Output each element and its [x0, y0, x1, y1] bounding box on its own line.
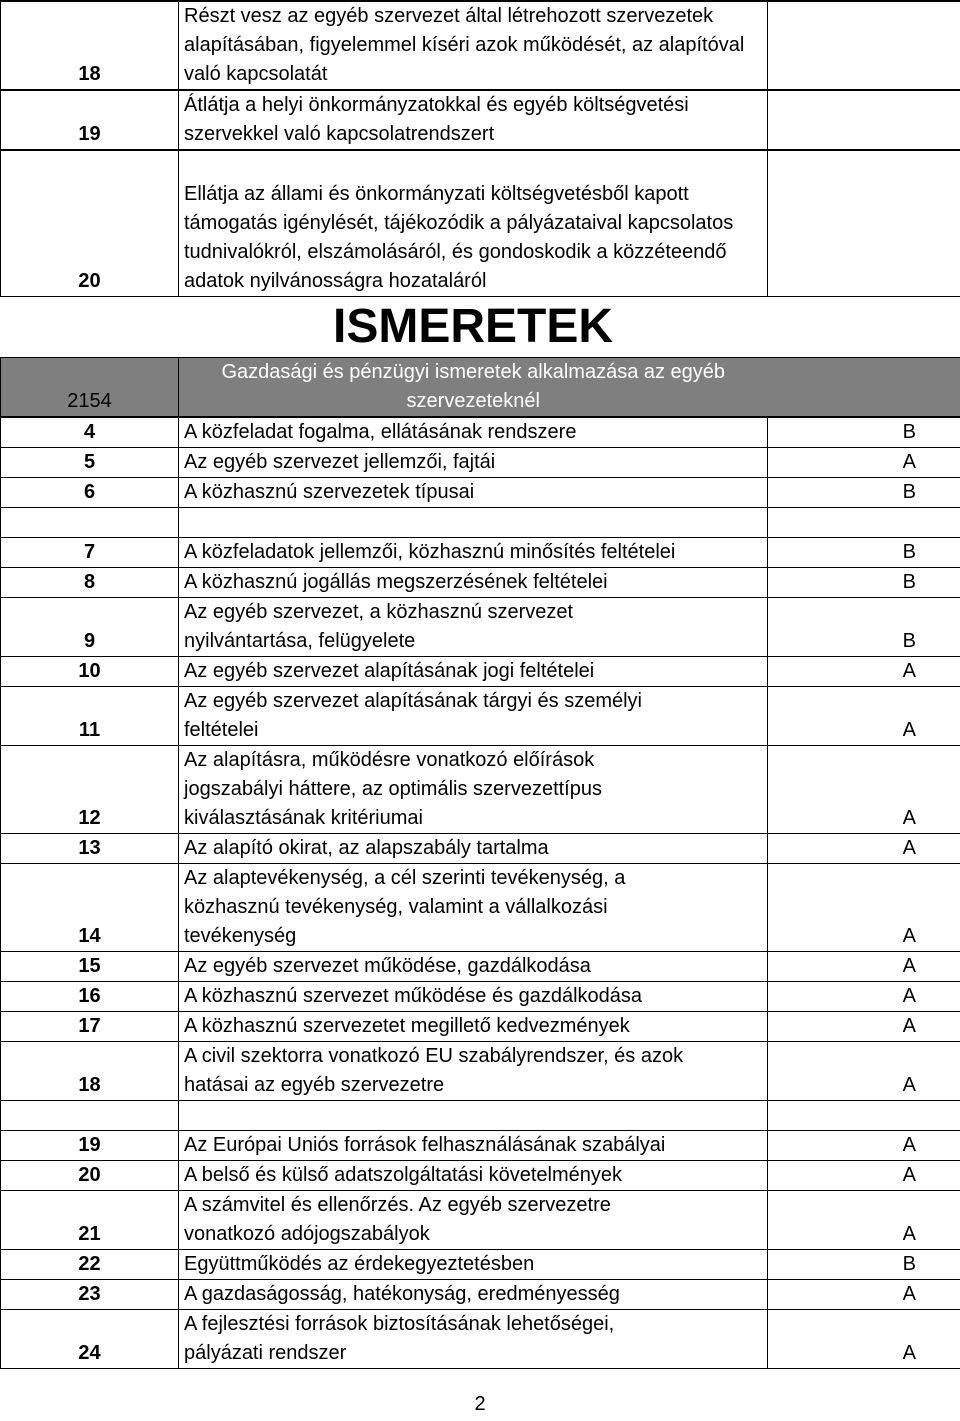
row-level: A	[768, 1310, 960, 1369]
row-level	[768, 508, 960, 538]
spacer-row	[1, 1101, 960, 1131]
row-level: A	[768, 982, 960, 1012]
row-level: B	[768, 538, 960, 568]
row-level: B	[768, 478, 960, 508]
row-level: A	[768, 834, 960, 864]
table-row	[1, 150, 960, 297]
row-number: 6	[1, 478, 179, 508]
row-text: Együttműködés az érdekegyeztetésben	[179, 1250, 768, 1280]
module-title: Gazdasági és pénzügyi ismeretek alkalmazása az egyéb szervezeteknél	[179, 358, 768, 418]
row-level: A	[768, 1191, 960, 1250]
row-number: 9	[1, 598, 179, 657]
table-row	[1, 952, 960, 982]
row-text: Az alapító okirat, az alapszabály tartalma	[179, 834, 768, 864]
row-level: A	[768, 1012, 960, 1042]
row-text: A fejlesztési források biztosításának lehetőségei, pályázati rendszer	[179, 1310, 768, 1369]
row-text: A közhasznú jogállás megszerzésének feltételei	[179, 568, 768, 598]
row-text: A belső és külső adatszolgáltatási követelmények	[179, 1161, 768, 1191]
row-text: Az egyéb szervezet működése, gazdálkodása	[179, 952, 768, 982]
row-number: 19	[1, 90, 179, 150]
row-number: 17	[1, 1012, 179, 1042]
table-row	[1, 657, 960, 687]
heading-spacer-left	[1, 297, 179, 358]
row-level: B	[768, 1250, 960, 1280]
table-row	[1, 568, 960, 598]
row-number: 18	[1, 1042, 179, 1101]
table-row	[1, 687, 960, 746]
row-number: 23	[1, 1280, 179, 1310]
row-text: Ellátja az állami és önkormányzati költségvetésből kapott támogatás igénylését, tájékozódik a pályázataival kapcsolatos tudnivalókról, elszámolásáról, és gondoskodik a közzéteendő adatok nyilvánosságra hozataláról	[179, 150, 768, 297]
row-number: 14	[1, 864, 179, 952]
table-row	[1, 864, 960, 952]
row-number: 11	[1, 687, 179, 746]
row-level: A	[768, 952, 960, 982]
tasks-section	[1, 1, 960, 297]
row-text: A közfeladatok jellemzői, közhasznú minősítés feltételei	[179, 538, 768, 568]
heading-row	[1, 297, 960, 358]
row-text: A közhasznú szervezetek típusai	[179, 478, 768, 508]
row-level: B	[768, 417, 960, 448]
table-row	[1, 982, 960, 1012]
row-number	[1, 508, 179, 538]
row-number: 4	[1, 417, 179, 448]
row-text: Részt vesz az egyéb szervezet által létrehozott szervezetek alapításában, figyelemmel kíséri azok működését, az alapítóval való kapcsolatát	[179, 1, 768, 90]
table-row	[1, 538, 960, 568]
row-number: 8	[1, 568, 179, 598]
row-number	[1, 1101, 179, 1131]
row-text: A gazdaságosság, hatékonyság, eredményesség	[179, 1280, 768, 1310]
row-level: A	[768, 657, 960, 687]
table-row	[1, 1012, 960, 1042]
row-text: Átlátja a helyi önkormányzatokkal és egyéb költségvetési szervekkel való kapcsolatrendszert	[179, 90, 768, 150]
row-level: B	[768, 598, 960, 657]
row-level: A	[768, 1042, 960, 1101]
row-number: 20	[1, 150, 179, 297]
table-row	[1, 1042, 960, 1101]
section-heading: ISMERETEK	[332, 300, 614, 353]
row-number: 15	[1, 952, 179, 982]
row-level: B	[768, 568, 960, 598]
row-number: 7	[1, 538, 179, 568]
row-number: 10	[1, 657, 179, 687]
row-text: A számvitel és ellenőrzés. Az egyéb szervezetre vonatkozó adójogszabályok	[179, 1191, 768, 1250]
knowledge-section	[1, 417, 960, 1369]
row-number: 13	[1, 834, 179, 864]
spacer-row	[1, 508, 960, 538]
table-row	[1, 448, 960, 478]
table-row	[1, 834, 960, 864]
row-number: 20	[1, 1161, 179, 1191]
row-level: A	[768, 687, 960, 746]
row-number: 18	[1, 1, 179, 90]
row-number: 12	[1, 746, 179, 834]
table-row	[1, 746, 960, 834]
table-row	[1, 1161, 960, 1191]
row-number: 19	[1, 1131, 179, 1161]
row-text: Az alapításra, működésre vonatkozó előírások jogszabályi háttere, az optimális szervezettípus kiválasztásának kritériumai	[179, 746, 768, 834]
row-text: Az egyéb szervezet, a közhasznú szervezet nyilvántartása, felügyelete	[179, 598, 768, 657]
table-row	[1, 478, 960, 508]
table-row	[1, 1, 960, 90]
row-level: A	[768, 1280, 960, 1310]
row-text: Az egyéb szervezet alapításának jogi feltételei	[179, 657, 768, 687]
row-level: A	[768, 1161, 960, 1191]
row-level	[768, 1, 960, 90]
table-row	[1, 90, 960, 150]
table-row	[1, 417, 960, 448]
row-level	[768, 1101, 960, 1131]
row-text: Az egyéb szervezet jellemzői, fajtái	[179, 448, 768, 478]
module-code: 2154	[1, 358, 179, 418]
table-row	[1, 1191, 960, 1250]
row-number: 22	[1, 1250, 179, 1280]
row-text: Az Európai Uniós források felhasználásának szabályai	[179, 1131, 768, 1161]
row-text: Az egyéb szervezet alapításának tárgyi és személyi feltételei	[179, 687, 768, 746]
knowledge-heading-section	[1, 297, 960, 418]
module-band	[1, 358, 960, 418]
row-level: A	[768, 864, 960, 952]
row-level	[768, 90, 960, 150]
table-row	[1, 1250, 960, 1280]
row-level: A	[768, 1131, 960, 1161]
row-text: A közhasznú szervezetet megillető kedvezmények	[179, 1012, 768, 1042]
row-text: A közfeladat fogalma, ellátásának rendszere	[179, 417, 768, 448]
row-text	[179, 1101, 768, 1131]
table-row	[1, 1280, 960, 1310]
row-level: A	[768, 448, 960, 478]
table-row	[1, 598, 960, 657]
row-level	[768, 150, 960, 297]
row-text: A civil szektorra vonatkozó EU szabályrendszer, és azok hatásai az egyéb szervezetre	[179, 1042, 768, 1101]
row-text: Az alaptevékenység, a cél szerinti tevékenység, a közhasznú tevékenység, valamint a vállalkozási tevékenység	[179, 864, 768, 952]
row-level: A	[768, 746, 960, 834]
table-row	[1, 1310, 960, 1369]
heading-spacer-right	[768, 297, 960, 358]
row-text	[179, 508, 768, 538]
row-number: 5	[1, 448, 179, 478]
page-number: 2	[474, 1393, 486, 1415]
table-row	[1, 1131, 960, 1161]
row-text: A közhasznú szervezet működése és gazdálkodása	[179, 982, 768, 1012]
row-number: 24	[1, 1310, 179, 1369]
module-band-end	[768, 358, 960, 418]
row-number: 21	[1, 1191, 179, 1250]
row-number: 16	[1, 982, 179, 1012]
